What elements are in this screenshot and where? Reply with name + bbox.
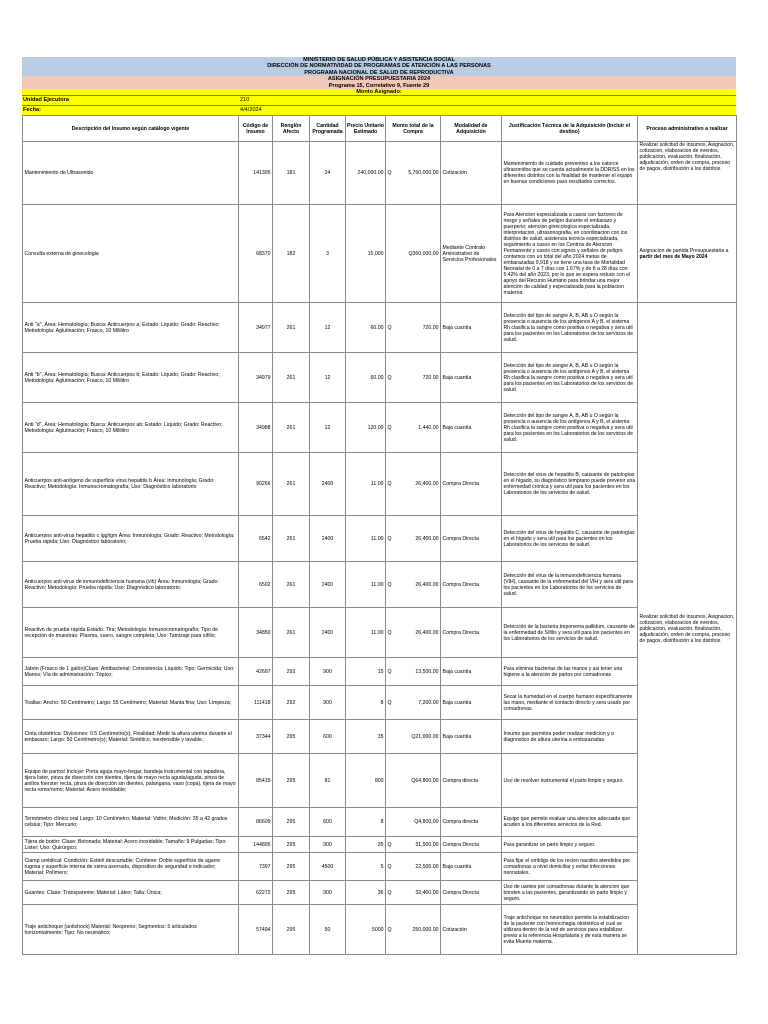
table-row: [23, 853, 737, 881]
col-desc: Descripción del Insumo según catálogo vigente: [23, 116, 239, 142]
cell-proceso: [638, 205, 737, 303]
cell-codigo: 62272: [239, 881, 273, 905]
cell-justificacion: Detección del tipo de sangre A, B, AB u O según la presencia o ausencia de los antígenos A y B, el sistema Rh clasifica la sangre como positiva o negativa y sera util para los pacientes en los Laboratorios de los servicios de salud.: [502, 353, 638, 403]
monto-value: 5,760,000.00: [408, 170, 439, 177]
cell-desc: Jabón (Frasco de 1 galón)Clase: Antibacterial; Consistencia: Liquido; Tipo: Germicida; Uso: Manos; Vía de administración: Tópico;: [23, 658, 239, 686]
cell-codigo: 68370: [239, 205, 273, 303]
cell-cantidad: 2400: [310, 562, 346, 608]
cell-precio: 11.00: [346, 516, 386, 562]
cell-modalidad: Compra directa: [441, 808, 502, 837]
header-line-3: PROGRAMA NACIONAL DE SALUD DE REPRODUCTIVA: [22, 70, 736, 76]
cell-proceso-merged: Realizar solicitud de insumos, Asignacion, cotizacion, elaboracion de eventos, publicacion, evaluación, finalización, adjudicación, orden de compra, proceso de pagos, distribución a los distritos.: [638, 303, 737, 955]
cell-renglon: 295: [273, 808, 310, 837]
cell-codigo: 144895: [239, 837, 273, 853]
header-line-4: ASIGNACIÓN PRESUPUESTARIA 2024: [22, 76, 736, 82]
budget-sheet: [22, 57, 736, 955]
cell-desc: Anticuerpos anti-virus hepatitis c igg/igm Área: Inmunología; Grado: Reactivo; Metodología: Prueba rápida; Uso: Diagnóstico laboratorio;: [23, 516, 239, 562]
cell-justificacion: Mantenimiento de cuidado preventivo a los catorce ultrasonidos que se cuenta actualmente la DDRISS en los diferentes distritos con la finalidad de mantener el equipo en buenas condiciones para resultados correctos.: [502, 142, 638, 205]
cell-justificacion: Uso de uantes por comadronas durante la atencion que brinden a las pacientes, garantizando un parto limpio y seguro.: [502, 881, 638, 905]
cell-desc: Termómetro clínico oral Largo: 10 Centímetro; Material: Vidrio; Medición: 35 a 42 grados celsius; Tipo: Mercurio;: [23, 808, 239, 837]
table-row: [23, 658, 737, 686]
cell-justificacion: Insumo que permitira poder realizar medicion y o diagnostico de altura uterina a embarazadas.: [502, 720, 638, 754]
table-row: [23, 837, 737, 853]
cell-precio: 15: [346, 658, 386, 686]
cell-justificacion: Detección del tipo de sangre A, B, AB u O según la presencia o ausencia de los antígenos A y B, el sistema Rh clasifica la sangre como positiva o negativa y sera util para los pacientes en los Laboratorios de los servicios de salud.: [502, 403, 638, 453]
cell-cantidad: 24: [310, 142, 346, 205]
monto-value: Q360,000.00: [408, 250, 439, 257]
table-row: [23, 808, 737, 837]
cell-modalidad: Compra Directa: [441, 516, 502, 562]
monto-value: 7,200.00: [418, 699, 439, 706]
table-row: [23, 720, 737, 754]
cell-desc: Anticuerpos anti-antígeno de superficie virus hepatitis b Área: Inmunología; Grado: Reactivo; Metodología: Inmunocromatografía; Uso: Diagnóstico laboratorio: [23, 453, 239, 516]
cell-renglon: 261: [273, 562, 310, 608]
cell-justificacion: Para eliminar bacterias de las manos y asi tener una higiene a la atencion de partos por comadronas: [502, 658, 638, 686]
cell-codigo: 34977: [239, 303, 273, 353]
col-precio: Precio Unitario Estimado: [346, 116, 386, 142]
unidad-label: Unidad Ejecutora: [23, 97, 70, 104]
monto-wrap: [388, 734, 439, 740]
cell-monto: [386, 205, 441, 303]
cell-codigo: 6502: [239, 562, 273, 608]
cell-monto: [386, 353, 441, 403]
monto-wrap: [388, 325, 439, 331]
cell-desc: Mantenimiento de Ultrasonido: [23, 142, 239, 205]
monto-wrap: [388, 890, 439, 896]
cell-desc: Cinta obstétrica: Divisiones: 0.5 Centímetro(s); Finalidad: Medir la altura uterina durante el embarazo; Largo: 50 Centímetro(s); Material: Sintético, inextensible y lavable.;: [23, 720, 239, 754]
col-renglon: Renglón Afecto: [273, 116, 310, 142]
table-row: [23, 353, 737, 403]
cell-renglon: 295: [273, 720, 310, 754]
cell-desc: Clamp umbilical: Condición: Estéril descartable; Contiene: Doble superficie de agarre rugosa y superficie interna de sierra aserrada, dispositivo de seguridad e indicador; Material: Polímero;: [23, 853, 239, 881]
proceso-bold-text: partir del mes de Mayo 2024: [639, 253, 708, 260]
currency-symbol: Q: [387, 889, 392, 896]
col-proceso: Proceso administrativo a realizar: [638, 116, 737, 142]
cell-renglon: 261: [273, 353, 310, 403]
cell-cantidad: 2400: [310, 516, 346, 562]
cell-proceso: Realizar solicitud de insumos, Asignacion, cotizacion, elaboracion de eventos, publicacion, evaluación, finalización, adjudicación, orden de compra, proceso de pagos, distribución a los distritos.: [638, 142, 737, 205]
currency-symbol: Q: [387, 926, 392, 933]
cell-monto: [386, 881, 441, 905]
currency-symbol: Q: [387, 863, 392, 870]
cell-renglon: 295: [273, 837, 310, 853]
cell-justificacion: Traje antichoque no neumático permite la estabilizacion de la paciente con hemocmagia obstetrica el cual se utilizara dentro de la red de servicios para estabilizar previo a la referencia Hospitalaria y de esta manera se evita Muerte materna.: [502, 905, 638, 955]
table-body: [23, 142, 737, 955]
cell-renglon: 295: [273, 905, 310, 955]
cell-renglon: 292: [273, 686, 310, 720]
cell-cantidad: 2400: [310, 608, 346, 658]
cell-justificacion: Detección del virus de la inmunodeficiencia humana (VIH), causante de la enfermedad del VIH y sera util para los pacientes en los Laboratorios de los servicios de salud.: [502, 562, 638, 608]
monto-wrap: [388, 778, 439, 784]
monto-wrap: [388, 425, 439, 431]
cell-cantidad: 3: [310, 205, 346, 303]
table-row: [23, 516, 737, 562]
cell-modalidad: Compra Directa: [441, 453, 502, 516]
cell-renglon: 261: [273, 403, 310, 453]
currency-symbol: Q: [387, 535, 392, 542]
cell-monto: [386, 837, 441, 853]
monto-value: 13,500.00: [415, 668, 439, 675]
cell-precio: 800: [346, 754, 386, 808]
cell-codigo: 86609: [239, 808, 273, 837]
cell-codigo: 34979: [239, 353, 273, 403]
currency-symbol: Q: [387, 841, 392, 848]
monto-wrap: [388, 582, 439, 588]
table-header-row: [23, 116, 737, 142]
unidad-value: 210: [240, 97, 250, 104]
cell-monto: [386, 905, 441, 955]
cell-precio: 120.00: [346, 403, 386, 453]
monto-value: 26,400.00: [415, 581, 439, 588]
monto-wrap: [388, 819, 439, 825]
cell-desc: Tijera de botón: Clase: Botonada; Material: Acero inoxidable; Tamaño: 9 Pulgadas; Tipo: Lister; Uso: Quirúrgico;: [23, 837, 239, 853]
cell-desc: Equipo de partos/ Incluye: Porta aguja mayo-hegar, bandeja instrumental con tapadera, tijera lister, pinza de disección con dientes, tijera de mayo recta aguda/aguda, pinza de anillos foerster recta, pinza de disección sin dientes, palangana, vaso (copa), tijera de mayo recta romo/romo; Material: Acero inoxidable;: [23, 754, 239, 808]
fecha-row: [22, 105, 736, 115]
cell-justificacion: Para Atencion especializada a casos con factores de riesgo y señales de peligro durante el embarazo y puerperio; atencion ginecologica especializada, interpretacion, ultrasonografia, en coordinacion con los distritos de salud, asistencia tecnica especializada, seguimiento a casos en los Centros de Atencion Permanente y casos con signos y señales de peligro contamos con un total del año 2024 metas de embarazadas 9,918 y se tiene una tasa de Mortalidad Neonatal de 0 a 7 días con 1.67% y de 8 a 28 días con 5.42% del año 2023, por lo que se espera reducir con el apoyo del Recurso Humano para brindar una mejor atención de calidad y especializada para la poblacion materna.: [502, 205, 638, 303]
monto-value: Q4,800.00: [414, 819, 439, 826]
cell-desc: Consulta externa de ginecologia: [23, 205, 239, 303]
proceso-text: Asignacion de partida Presupuestaria a: [639, 247, 729, 254]
table-row: [23, 303, 737, 353]
cell-monto: [386, 453, 441, 516]
cell-justificacion: Detección del virus de hepatitis C, causante de patologías en el hígado y sera util para los pacientes en los Laboratorios de los servicios de salud.: [502, 516, 638, 562]
cell-monto: [386, 658, 441, 686]
cell-cantidad: 900: [310, 658, 346, 686]
cell-modalidad: Compra Directa: [441, 608, 502, 658]
table-row: [23, 905, 737, 955]
cell-monto: [386, 516, 441, 562]
table-row: [23, 754, 737, 808]
cell-modalidad: Baja cuantía: [441, 403, 502, 453]
cell-monto: [386, 608, 441, 658]
currency-symbol: Q: [387, 668, 392, 675]
cell-modalidad: Baja cuantía: [441, 303, 502, 353]
cell-monto: [386, 754, 441, 808]
currency-symbol: Q: [387, 424, 392, 431]
cell-precio: 8: [346, 686, 386, 720]
monto-value: 720.00: [422, 374, 439, 381]
cell-desc: Reactivo de prueba rápida Estado: Tira; Metodología: Inmunocromatografía; Tipo de recepción de muestras: Plasma, suero, sangre completa; Uso: Tamizaje para sífilis;: [23, 608, 239, 658]
monto-wrap: [388, 481, 439, 487]
cell-modalidad: Compra Directa: [441, 837, 502, 853]
cell-precio: 5: [346, 853, 386, 881]
monto-value: 31,500.00: [415, 841, 439, 848]
cell-monto: [386, 686, 441, 720]
cell-justificacion: Para garantizar un parto limpio y seguro.: [502, 837, 638, 853]
table-row: [23, 142, 737, 205]
monto-value: 26,400.00: [415, 535, 439, 542]
cell-cantidad: 900: [310, 686, 346, 720]
cell-monto: [386, 853, 441, 881]
cell-codigo: 141395: [239, 142, 273, 205]
monto-wrap: [388, 375, 439, 381]
monto-value: 720.00: [422, 324, 439, 331]
cell-renglon: 261: [273, 303, 310, 353]
cell-cantidad: 2400: [310, 453, 346, 516]
cell-desc: Anti "b", Área: Hematología; Busca: Anticuerpos b; Estado: Liquido; Grado: Reactivo; Metodología: Aglutinación; Frasco, 10 Mililitro: [23, 353, 239, 403]
col-justificacion: Justificación Técnica de la Adquisición (Incluir el destino): [502, 116, 638, 142]
cell-modalidad: Cotización: [441, 142, 502, 205]
cell-monto: [386, 142, 441, 205]
cell-modalidad: Baja cuantía: [441, 658, 502, 686]
currency-symbol: Q: [387, 699, 392, 706]
cell-modalidad: Compra Directa: [441, 881, 502, 905]
cell-precio: 35: [346, 720, 386, 754]
cell-codigo: 90266: [239, 453, 273, 516]
cell-precio: 11.00: [346, 453, 386, 516]
monto-value: 26,400.00: [415, 481, 439, 488]
cell-cantidad: 12: [310, 303, 346, 353]
cell-cantidad: 81: [310, 754, 346, 808]
cell-precio: 8: [346, 808, 386, 837]
cell-codigo: 85415: [239, 754, 273, 808]
monto-value: Q21,000.00: [411, 733, 439, 740]
table-row: [23, 608, 737, 658]
cell-cantidad: 600: [310, 808, 346, 837]
currency-symbol: Q: [387, 629, 392, 636]
cell-codigo: 111418: [239, 686, 273, 720]
cell-monto: [386, 720, 441, 754]
cell-justificacion: Detección del tipo de sangre A, B, AB u O según la presencia o ausencia de los antígenos A y B, el sistema Rh clasifica la sangre como positiva o negativa y sera util para los pacientes en los Laboratorios de los servicios de salud.: [502, 303, 638, 353]
cell-renglon: 261: [273, 516, 310, 562]
cell-monto: [386, 808, 441, 837]
cell-modalidad: Baja cuantía: [441, 686, 502, 720]
cell-modalidad: Baja cuantía: [441, 353, 502, 403]
monto-wrap: [388, 842, 439, 848]
cell-renglon: 181: [273, 142, 310, 205]
cell-cantidad: 4500: [310, 853, 346, 881]
table-row: [23, 686, 737, 720]
monto-value: Q64,800.00: [411, 777, 439, 784]
cell-codigo: 7397: [239, 853, 273, 881]
currency-symbol: Q: [387, 170, 392, 177]
col-modalidad: Modalidad de Adquisición: [441, 116, 502, 142]
cell-renglon: 292: [273, 658, 310, 686]
currency-symbol: Q: [387, 324, 392, 331]
cell-modalidad: Mediante Contrato Aministrativo de Servicios Profesionales: [441, 205, 502, 303]
monto-value: 22,500.00: [415, 863, 439, 870]
cell-desc: Toallas: Ancho: 50 Centímetro; Largo: 55 Centímetro; Material: Manta fina; Uso: Limpieza;: [23, 686, 239, 720]
cell-cantidad: 900: [310, 881, 346, 905]
cell-renglon: 295: [273, 853, 310, 881]
cell-justificacion: Uso de resolver instrumental el parto limpio y seguro.: [502, 754, 638, 808]
cell-desc: Anticuerpos anti-virus de inmunodeficiencia humana (vih) Área: Inmunología; Grado: Reactivo; Metodología: Prueba rápida; Uso: Diagnóstico laboratorio;: [23, 562, 239, 608]
monto-value: 1,440.00: [418, 424, 439, 431]
cell-desc: Guantes: Clase: Transparente; Material: Látex; Talla: Única;: [23, 881, 239, 905]
cell-modalidad: Cotización: [441, 905, 502, 955]
monto-wrap: [388, 864, 439, 870]
header-line-1: MINISTERIO DE SALUD PÚBLICA Y ASISTENCIA SOCIAL: [22, 57, 736, 63]
document-header: [22, 57, 736, 95]
monto-wrap: [388, 251, 439, 257]
cell-codigo: 6542: [239, 516, 273, 562]
fecha-value: 4/4/2024: [240, 107, 262, 114]
cell-justificacion: Detección del virus de hepatitis B, causante de patologías en el hígado, su diagnóstico temprano puede prevenir una enfermedad crónica y sera util para los pacientes en los Laboratorios de los servicios de salud.: [502, 453, 638, 516]
cell-desc: Traje antichoque (antishock) Material: Neopreno; Segmentos: 5 articulados horizontalmente; Tipo: No neumático;: [23, 905, 239, 955]
cell-modalidad: Compra directa: [441, 754, 502, 808]
cell-renglon: 182: [273, 205, 310, 303]
cell-modalidad: Baja cuantía: [441, 720, 502, 754]
monto-value: 26,400.00: [415, 629, 439, 636]
currency-symbol: Q: [387, 374, 392, 381]
cell-precio: 60.00: [346, 353, 386, 403]
cell-cantidad: 900: [310, 837, 346, 853]
table-row: [23, 403, 737, 453]
cell-monto: [386, 303, 441, 353]
table-row: [23, 205, 737, 303]
monto-wrap: [388, 669, 439, 675]
cell-codigo: 34988: [239, 403, 273, 453]
monto-wrap: [388, 700, 439, 706]
cell-codigo: 42697: [239, 658, 273, 686]
col-codigo: Código de Insumo: [239, 116, 273, 142]
cell-justificacion: Equipo que permite evaluar una atencion adecuada que acuden a los diferentes servicios de la Red.: [502, 808, 638, 837]
cell-monto: [386, 562, 441, 608]
table-row: [23, 562, 737, 608]
cell-cantidad: 50: [310, 905, 346, 955]
cell-justificacion: Detección de la bacteria treponema pallidum, causante de la enfermedad de Sífilis y sera util para los pacientes en los Laboratorios de los servicios de salud.: [502, 608, 638, 658]
cell-precio: 240,000.00: [346, 142, 386, 205]
cell-justificacion: Secar la humedad en el cuerpo humano especificamente las mano, mediante el contacto directo y sera usado por comadronas.: [502, 686, 638, 720]
cell-renglon: 295: [273, 754, 310, 808]
insumos-table: [22, 115, 737, 955]
cell-modalidad: Baja cuantía: [441, 853, 502, 881]
cell-monto: [386, 403, 441, 453]
cell-desc: Anti "a", Área: Hematología; Busca: Anticuerpos a; Estado: Liquido; Grado: Reactivo; Metodología: Aglutinación; Frasco, 10 Mililitro: [23, 303, 239, 353]
currency-symbol: Q: [387, 581, 392, 588]
monto-wrap: [388, 170, 439, 176]
cell-renglon: 295: [273, 881, 310, 905]
cell-justificacion: Para fijar el ombligo de los recien nacidos atendidos por comadronas a nivel domiciliar y evitar infecciones neonatales.: [502, 853, 638, 881]
table-row: [23, 881, 737, 905]
monto-wrap: [388, 927, 439, 933]
currency-symbol: Q: [387, 481, 392, 488]
col-cantidad: Cantidad Programada: [310, 116, 346, 142]
header-line-5: Programa 15, Correlativo 9, Fuente 29: [22, 83, 736, 89]
fecha-label: Fecha:: [23, 107, 42, 114]
monto-value: 32,400.00: [415, 889, 439, 896]
cell-precio: 11.00: [346, 562, 386, 608]
cell-precio: 11.00: [346, 608, 386, 658]
cell-cantidad: 600: [310, 720, 346, 754]
cell-cantidad: 12: [310, 353, 346, 403]
monto-wrap: [388, 630, 439, 636]
cell-precio: 36: [346, 881, 386, 905]
cell-precio: 15,000: [346, 205, 386, 303]
cell-precio: 5000: [346, 905, 386, 955]
col-monto: Monto total de la Compra: [386, 116, 441, 142]
cell-precio: 35: [346, 837, 386, 853]
header-line-2: DIRECCIÓN DE NORMATIVIDAD DE PROGRAMAS DE ATENCIÓN A LAS PERSONAS: [22, 63, 736, 69]
unidad-ejecutora-row: [22, 95, 736, 105]
cell-precio: 60.00: [346, 303, 386, 353]
monto-wrap: [388, 536, 439, 542]
cell-codigo: 37344: [239, 720, 273, 754]
cell-renglon: 261: [273, 453, 310, 516]
cell-renglon: 261: [273, 608, 310, 658]
header-line-6: Monto Asignado:: [22, 89, 736, 95]
cell-codigo: 34850: [239, 608, 273, 658]
cell-cantidad: 12: [310, 403, 346, 453]
cell-codigo: 57494: [239, 905, 273, 955]
cell-modalidad: Compra Directa: [441, 562, 502, 608]
cell-desc: Anti "d", Área: Hematología; Busca: Anticuerpos ab; Estado: Liquido; Grado: Reactivo; Metodología: Aglutinación; Frasco, 10 Mililitro: [23, 403, 239, 453]
table-row: [23, 453, 737, 516]
monto-value: 250,000.00: [412, 926, 439, 933]
